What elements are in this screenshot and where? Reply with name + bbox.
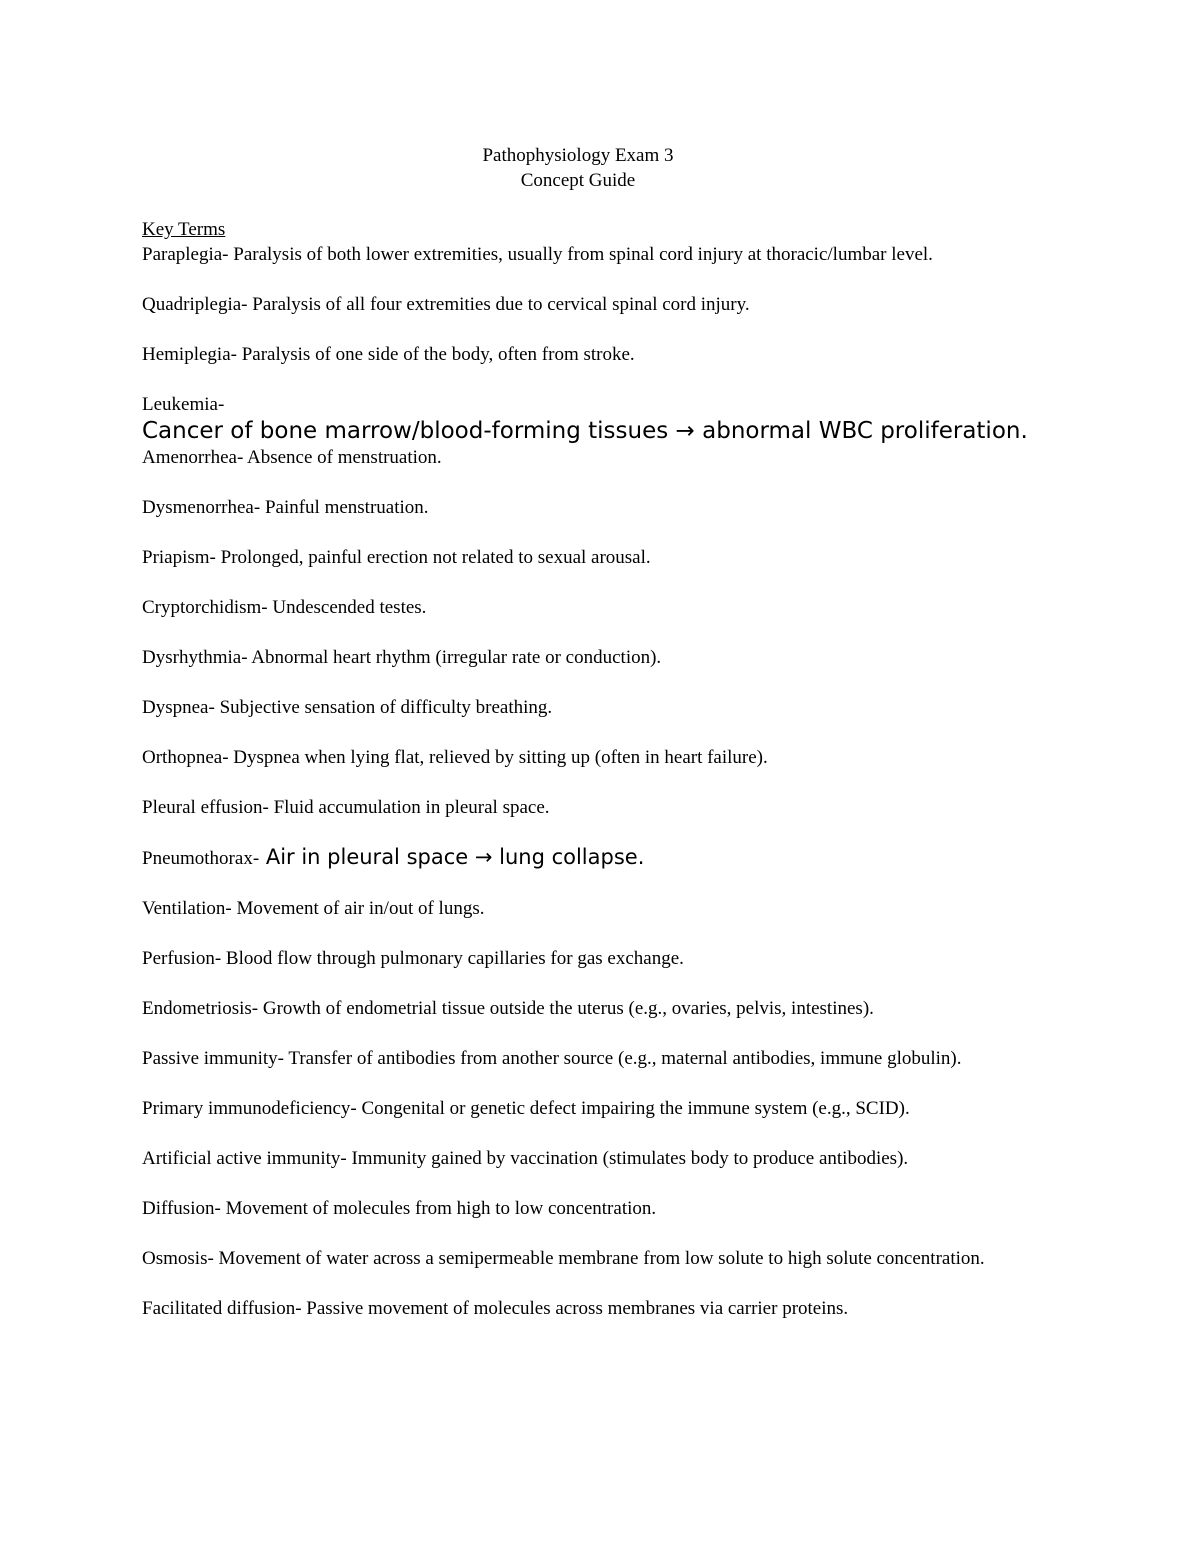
- term-entry-cryptorchidism: [142, 595, 1052, 620]
- document-title: Pathophysiology Exam 3: [482, 145, 674, 166]
- term-entry-dyspnea: [142, 695, 1052, 720]
- term-entry-orthopnea: [142, 745, 1052, 770]
- term-definition: Growth of endometrial tissue outside the uterus (e.g., ovaries, pelvis, intestines).: [258, 998, 874, 1019]
- term-definition: Paralysis of one side of the body, often from stroke.: [236, 344, 635, 365]
- term-entry-perfusion: [142, 946, 1052, 971]
- term-entry-priapism: [142, 545, 1052, 570]
- term-label: Primary immunodeficiency-: [142, 1098, 357, 1119]
- term-label: Passive immunity-: [142, 1048, 284, 1069]
- term-definition: Abnormal heart rhythm (irregular rate or conduction).: [247, 647, 662, 668]
- term-label: Osmosis-: [142, 1248, 214, 1269]
- term-definition: Absence of menstruation.: [243, 447, 442, 468]
- term-label: Orthopnea-: [142, 747, 229, 768]
- term-label: Dysmenorrhea-: [142, 497, 261, 518]
- term-label: Cryptorchidism-: [142, 597, 268, 618]
- term-entry-diffusion: [142, 1196, 1052, 1221]
- term-label: Dyspnea-: [142, 697, 215, 718]
- term-entry-pneumothorax: [142, 845, 1052, 871]
- term-entry-quadriplegia: [142, 292, 1052, 317]
- term-label: Facilitated diffusion-: [142, 1298, 302, 1319]
- term-label: Diffusion-: [142, 1198, 221, 1219]
- term-definition: Prolonged, painful erection not related to sexual arousal.: [215, 547, 651, 568]
- term-entry-facilitated-diffusion: [142, 1296, 1052, 1321]
- term-entry-dysrhythmia: [142, 645, 1052, 670]
- term-definition: Blood flow through pulmonary capillaries for gas exchange.: [221, 948, 684, 969]
- term-definition: Movement of molecules from high to low concentration.: [220, 1198, 657, 1219]
- term-entry-artificial-active-immunity: [142, 1146, 1052, 1171]
- term-label: Dysrhythmia-: [142, 647, 248, 668]
- term-label: Ventilation-: [142, 898, 232, 919]
- term-label: Pneumothorax-: [142, 848, 260, 869]
- term-label: Hemiplegia-: [142, 344, 237, 365]
- term-label: Amenorrhea-: [142, 447, 244, 468]
- term-entry-ventilation: [142, 896, 1052, 921]
- term-definition: Passive movement of molecules across membranes via carrier proteins.: [301, 1298, 849, 1319]
- document-body: [142, 217, 1052, 1346]
- term-definition: Paralysis of both lower extremities, usually from spinal cord injury at thoracic/lumbar level.: [228, 244, 933, 265]
- term-entry-passive-immunity: [142, 1046, 1052, 1071]
- term-definition: Transfer of antibodies from another source (e.g., maternal antibodies, immune globulin).: [283, 1048, 962, 1069]
- term-definition: Fluid accumulation in pleural space.: [268, 797, 550, 818]
- term-entry-paraplegia: [142, 242, 1052, 267]
- term-definition: Congenital or genetic defect impairing the immune system (e.g., SCID).: [356, 1098, 910, 1119]
- term-definition: Undescended testes.: [267, 597, 427, 618]
- term-definition: Subjective sensation of difficulty breathing.: [214, 697, 553, 718]
- term-label: Perfusion-: [142, 948, 222, 969]
- term-definition: Movement of water across a semipermeable membrane from low solute to high solute concentration.: [213, 1248, 985, 1269]
- term-entry-dysmenorrhea: [142, 495, 1052, 520]
- term-definition: Movement of air in/out of lungs.: [231, 898, 485, 919]
- term-entry-endometriosis: [142, 996, 1052, 1021]
- title-block: [0, 143, 1156, 193]
- term-label: Priapism-: [142, 547, 216, 568]
- section-heading: Key Terms: [142, 219, 226, 240]
- term-definition: Painful menstruation.: [260, 497, 429, 518]
- document-subtitle: Concept Guide: [520, 170, 636, 191]
- term-label: Paraplegia-: [142, 244, 229, 265]
- term-entry-pleural-effusion: [142, 795, 1052, 820]
- term-definition: Cancer of bone marrow/blood-forming tissues → abnormal WBC proliferation.: [142, 418, 1028, 444]
- term-definition: Paralysis of all four extremities due to cervical spinal cord injury.: [247, 294, 750, 315]
- term-label: Endometriosis-: [142, 998, 259, 1019]
- term-definition: Immunity gained by vaccination (stimulates body to produce antibodies).: [346, 1148, 909, 1169]
- term-entry-leukemia: [142, 392, 1052, 445]
- term-label: Quadriplegia-: [142, 294, 248, 315]
- term-entry-hemiplegia: [142, 342, 1052, 367]
- term-label: Leukemia-: [142, 394, 225, 415]
- term-entry-primary-immunodeficiency: [142, 1096, 1052, 1121]
- term-entry-amenorrhea: [142, 445, 1052, 470]
- term-label: Pleural effusion-: [142, 797, 269, 818]
- term-definition: Air in pleural space → lung collapse.: [259, 845, 645, 869]
- term-entry-osmosis: [142, 1246, 1052, 1271]
- term-label: Artificial active immunity-: [142, 1148, 347, 1169]
- term-definition: Dyspnea when lying flat, relieved by sitting up (often in heart failure).: [228, 747, 768, 768]
